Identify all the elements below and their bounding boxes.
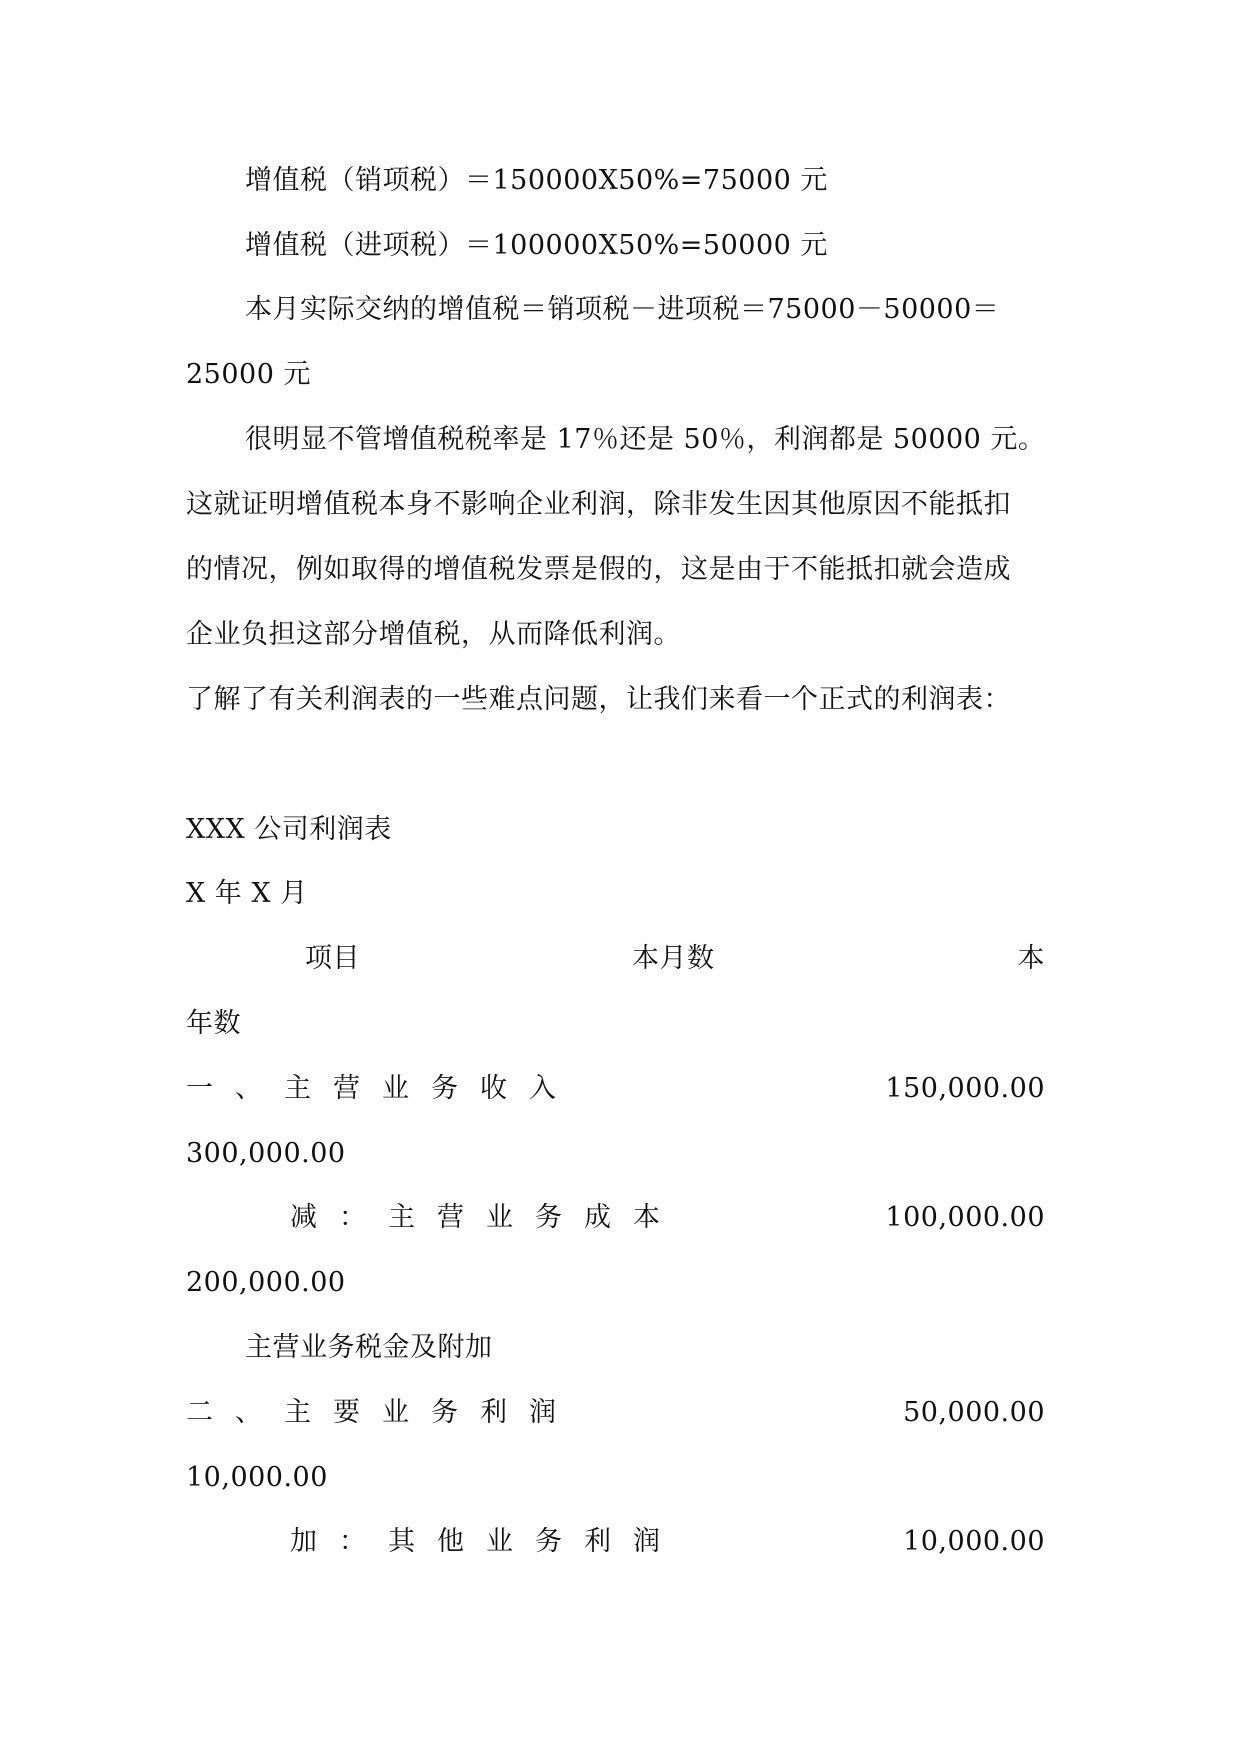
statement-title: XXX 公司利润表 <box>186 814 392 845</box>
row-month-main-profit: 50,000.00 <box>903 1397 1045 1428</box>
paragraph-line-3: 的情况，例如取得的增值税发票是假的，这是由于不能抵扣就会造成 <box>186 554 1011 585</box>
header-item: 项目 <box>305 943 360 974</box>
row-label-tax-surcharge: 主营业务税金及附加 <box>245 1332 493 1363</box>
row-label-main-cost: 减：主营业务成本 <box>290 1202 682 1233</box>
row-label-main-profit: 二、主要业务利润 <box>186 1397 578 1428</box>
row-year-main-revenue: 300,000.00 <box>186 1138 346 1169</box>
vat-input-line: 增值税（进项税）＝100000X50%=50000 元 <box>245 230 828 261</box>
vat-actual-line-1: 本月实际交纳的增值税＝销项税－进项税＝75000－50000＝ <box>245 294 1000 325</box>
header-year-part2: 年数 <box>186 1008 241 1039</box>
row-month-main-cost: 100,000.00 <box>885 1202 1045 1233</box>
vat-output-line: 增值税（销项税）＝150000X50%=75000 元 <box>245 165 828 196</box>
paragraph-line-4: 企业负担这部分增值税，从而降低利润。 <box>186 619 681 650</box>
header-year-part1: 本 <box>1017 943 1045 974</box>
row-label-other-profit: 加：其他业务利润 <box>290 1526 682 1557</box>
paragraph-line-5: 了解了有关利润表的一些难点问题，让我们来看一个正式的利润表： <box>186 684 1011 715</box>
vat-actual-line-2: 25000 元 <box>186 359 311 390</box>
paragraph-line-2: 这就证明增值税本身不影响企业利润，除非发生因其他原因不能抵扣 <box>186 489 1011 520</box>
row-label-main-revenue: 一、主营业务收入 <box>186 1073 578 1104</box>
paragraph-line-1: 很明显不管增值税税率是 17％还是 50％，利润都是 50000 元。 <box>245 424 1046 455</box>
row-month-main-revenue: 150,000.00 <box>885 1073 1045 1104</box>
row-year-main-profit: 10,000.00 <box>186 1462 328 1493</box>
row-year-main-cost: 200,000.00 <box>186 1267 346 1298</box>
statement-period: X 年 X 月 <box>186 878 308 909</box>
row-month-other-profit: 10,000.00 <box>903 1526 1045 1557</box>
header-month: 本月数 <box>632 943 715 974</box>
